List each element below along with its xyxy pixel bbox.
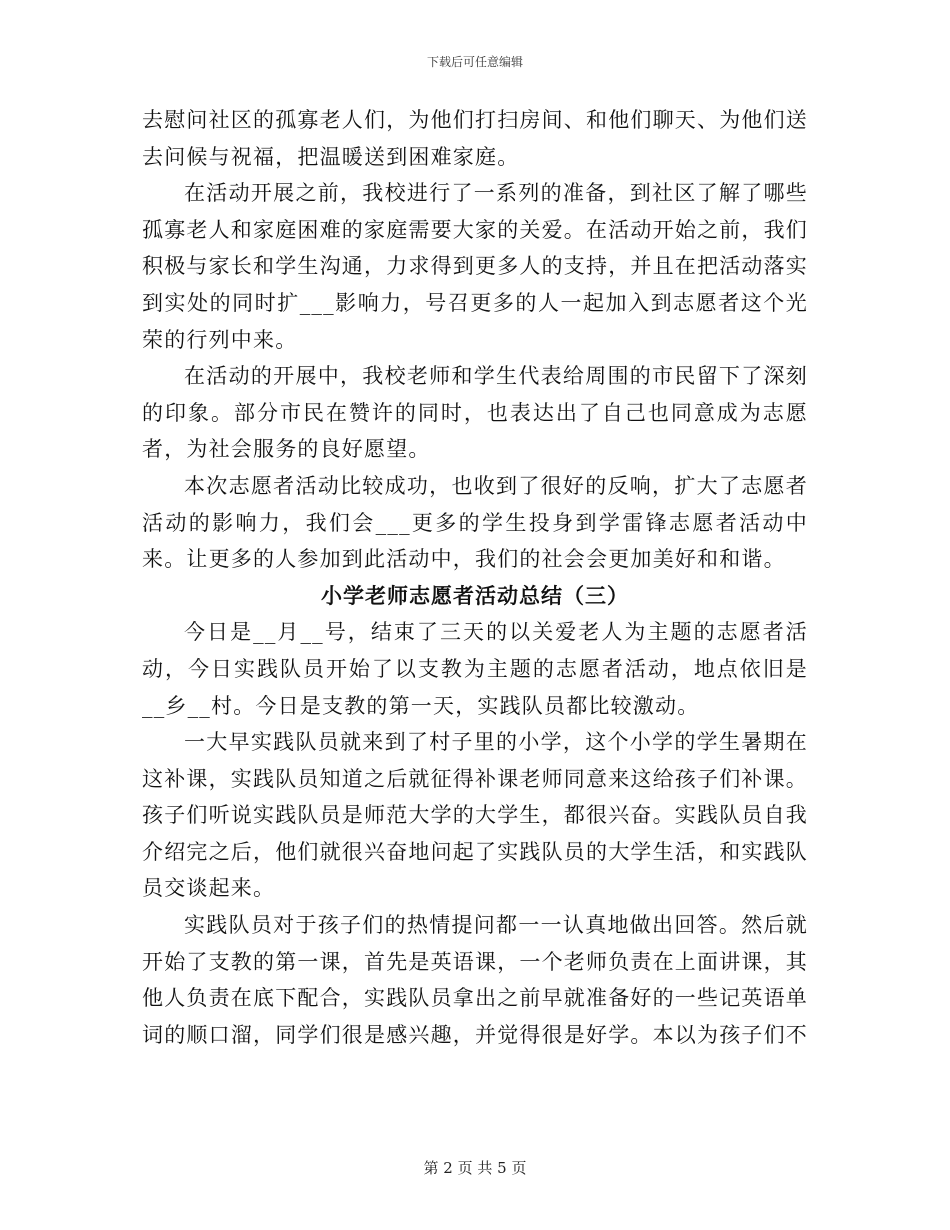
page-header-note: 下载后可任意编辑 (426, 55, 523, 69)
document-body (142, 102, 808, 1053)
paragraph: 在活动开展之前，我校进行了一系列的准备，到社区了解了哪些孤寡老人和家庭困难的家庭需要大家的关爱。在活动开始之前，我们积极与家长和学生沟通，力求得到更多人的支持，并且在把活动落实到实处的同时扩___影响力，号召更多的人一起加入到志愿者这个光荣的行列中来。 (142, 181, 808, 352)
paragraph: 一大早实践队员就来到了村子里的小学，这个小学的学生暑期在这补课，实践队员知道之后就征得补课老师同意来这给孩子们补课。孩子们听说实践队员是师范大学的大学生，都很兴奋。实践队员自我介绍完之后，他们就很兴奋地问起了实践队员的大学生活，和实践队员交谈起来。 (142, 730, 808, 901)
paragraph: 本次志愿者活动比较成功，也收到了很好的反响，扩大了志愿者活动的影响力，我们会___更多的学生投身到学雷锋志愿者活动中来。让更多的人参加到此活动中，我们的社会会更加美好和和谐。 (142, 473, 808, 572)
page-number: 第 2 页 共 5 页 (423, 1159, 527, 1177)
paragraph: 实践队员对于孩子们的热情提问都一一认真地做出回答。然后就开始了支教的第一课，首先是英语课，一个老师负责在上面讲课，其他人负责在底下配合，实践队员拿出之前早就准备好的一些记英语单词的顺口溜，同学们很是感兴趣，并觉得很是好学。本以为孩子们不 (142, 913, 808, 1047)
paragraph: 在活动的开展中，我校老师和学生代表给周围的市民留下了深刻的印象。部分市民在赞许的同时，也表达出了自己也同意成为志愿者，为社会服务的良好愿望。 (142, 364, 808, 462)
section-title: 小学老师志愿者活动总结（三） (321, 582, 629, 608)
paragraph-continuation: 去慰问社区的孤寡老人们，为他们打扫房间、和他们聊天、为他们送去问候与祝福，把温暖送到困难家庭。 (142, 108, 808, 169)
paragraph: 今日是__月__号，结束了三天的以关爱老人为主题的志愿者活动，今日实践队员开始了以支教为主题的志愿者活动，地点依旧是__乡__村。今日是支教的第一天，实践队员都比较激动。 (142, 620, 808, 718)
